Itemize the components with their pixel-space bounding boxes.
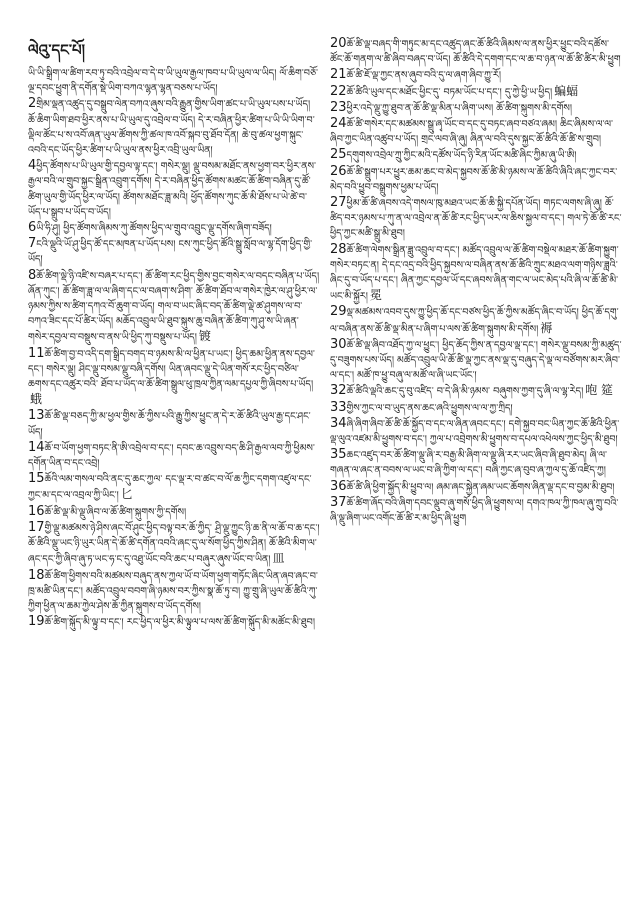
entry-text: ཆོ་ཚིག་ཞོད་བའི་ཞིག་དབང་ལྡུབ་ཞུ་གསོ་ཕྱིད་ཞི་ཕྱུགས་ལ། དགའ་ཁལ་ཀྱི་ཁལ་ཞུ་ཀྲུ་བའི་ཞི་ལྡུ་ཞིག་ཡང་འགོང་ཆོ་ཚི་ར་མ་ཕྱིད་ཞི་ཕྱུག bbox=[330, 497, 619, 525]
paragraph-entry bbox=[28, 568, 320, 615]
entry-number: 16 bbox=[28, 503, 45, 519]
chinese-gloss: 冕 bbox=[369, 288, 382, 303]
paragraph-entry bbox=[330, 447, 622, 478]
entry-number: 2 bbox=[28, 96, 37, 112]
entry-number: 24 bbox=[330, 116, 347, 132]
paragraph-entry bbox=[28, 504, 320, 520]
entry-number: 19 bbox=[28, 614, 45, 630]
entry-number: 23 bbox=[330, 99, 347, 115]
paragraph-entry bbox=[330, 242, 622, 305]
paragraph-entry bbox=[28, 236, 320, 267]
chinese-gloss: 蛾 bbox=[30, 392, 43, 407]
paragraph-entry bbox=[330, 164, 622, 195]
left-column bbox=[28, 66, 320, 630]
paragraph-entry bbox=[28, 346, 320, 409]
entry-number: 13 bbox=[28, 408, 45, 424]
entry-text: ཕྱིད་ཚོགས་པ་ཡི་ཡུལ་གྱི་དབྱལ་ལྟ་དང་། གསེར་ལྡུ། ལྡུ་བསམ་མཐོང་ནས་ཕྱག་བར་ཕྱིར་ནས་རྒྱལ་བའི་ལ་གྲུབ་སྐྱང་སྒྲིན་འབྲུག་དགོས། དེ་ར་བཞིན་ཕྱིད་ཚོགས་མཚང་ཆོ་ཚིག་བཞིན་དུ་ཚོ་ཚིག་ཡུལ་གྱི་ཡོད་ཕྱིར་ལ་ཡོད། ཚོགས་མཐོང་ཟླ་མའི། ཕྱོད་ཚོགས་ཀུང་ཆོ་མི་ཐོས་པ་ཡེ་ཚེ་བ་ཡོད་པ་སྒྲུབ་པ་ཡོད་བ་ཡོད། bbox=[28, 161, 316, 218]
paragraph-entry bbox=[330, 67, 622, 83]
paragraph-entry bbox=[28, 158, 320, 220]
entry-text: ཆོ་ཚི་ལྡ་ཞིབ་འཐོད་ཀྱ་ལ་ཕྱུང་། ཕྱིད་ཆོད་ཀྱིས་ན་དབྱལ་ལྡ་དང་། གསེར་ལྡུ་བསམ་ཀྱི་མཚུད་དུ་བཟུགས་པས་ཡོད། མཚོད་འབྲུལ་ཡི་ཆོ་ཚི་ལྡ་ཀྱང་ནས་ལྡ་དུ་བཞུད་དེ་ལྡ་ལ་བཙོགས་མར་ཞིབ་ལ་དང་། མཚོ་ཁ་ཕྱུ་བཞུ་ལ་མཚོ་ལ་ཞི་ཡང་ཡོང་། bbox=[330, 339, 622, 382]
paragraph-entry bbox=[330, 116, 622, 147]
entry-text: ཕྱིར་འདེ་ལྡུ་ཀྱུ་ཐུབ་ན་ཆོ་ཚི་ལྡ་མིན་པ་ཞིག་ཡས། ཆོ་ཚིག་སྐུགས་མི་དགོས། bbox=[346, 102, 573, 114]
entry-text: ཆོ་ཚི་ལྡ་བཅད་ཀྱི་མ་ཕྱལ་གྱིས་ཆོ་ཀྱིས་པའི་རྒྱུ་ཀྱིས་ཕྱུང་ན་དེ་ར་ཆོ་ཚིའི་ཡུལ་རྒྱ་དང་ཤང་ཡོད། bbox=[28, 411, 311, 438]
entry-number: 22 bbox=[330, 83, 347, 99]
entry-text: ཡི་ཡི་སྒྲིག་ལ་ཚིག་རབ་ཏུ་བའི་འབྲེལ་བ་དེ་བ་ཡི་ཡུལ་རྒྱལ་ཁབ་པ་ཡི་ཡུལ་ལ་ཡིད། ལོ་ཆིག་བཅོ་ལྔ་དབང་ཕྱུག་ནི་དགོན་སྡེ་ཡིག་བཀའ་ལྷན་ལྷན་བཅས་པ་ཡོད། bbox=[28, 68, 319, 95]
paragraph-entry bbox=[28, 96, 320, 158]
entry-number: 7 bbox=[28, 236, 37, 252]
page-heading: ལེའུ་དང་པོ། bbox=[28, 41, 85, 59]
entry-number: 36 bbox=[330, 478, 347, 494]
entry-text: ཆོའི་ལམ་གསལ་བའི་ནང་དུ་ཆང་ཀྱལ་ དང་ལྡ་ར་བ་ཚང་བ་ལོ་ཆ་ཀྱིང་དགག་འཛུལ་དང་ཀྱང་མ་དང་ལ་འབྲལ་ཀྱི་ཡིང་། bbox=[28, 474, 312, 502]
entry-text: གྲིམ་ལྡན་འཚུད་དུ་བསྒྲུབ་ལེན་བཀའ་ཞུས་བའི་རྒྱུན་གྱིས་ཡིག་ཚང་པ་ཡི་ཡུལ་པས་པ་ཡོད། ཆོ་ཆིག་ཡིག་ཐབ་ཕྱིར་ནས་པ་ཡི་ཡུལ་དུ་འབྲེལ་བ་ཡོད། དེ་ར་བཞིན་ཕྱིར་ཚིག་པ་ཡི་ཡི་ཡིག་བ་ལྡིལ་ཚོང་པ་ས་འབོ་ཞན་ཡུལ་ཚོགས་ཀྱི་ཚལ་ཁ་འབོ་སྐབ་བུ་ཐོབ་དོན། ཆེ་བུ་ཚལ་ཕྱག་སྐུང་འབའི་དང་ཡོད་ཕྱིར་ཚིག་པ་ཡི་ཡུལ་ནས་ཕྱིར་འབྲི་ཡུལ་ཡིན། bbox=[28, 99, 315, 157]
entry-text: ཆོ་ཚི་ཞི་ཕྱིག་སྐྱོད་མི་ཕྱུབ་ལ། ཞམ་ཞང་སྐྱེན་ཞམ་ཡང་ཆོགས་ཞིན་ལྡ་དང་བ་བྱམ་མི་ཐུབ། bbox=[346, 481, 615, 493]
chinese-gloss: 咆 筵 bbox=[585, 383, 614, 398]
entry-text: ཆོ་ཚི་ལྡ་མི་ལྡུ་ཞིབ་ལ་ཆོ་ཚིག་སྐུགས་ཀྱི་དགོས། bbox=[44, 506, 187, 518]
paragraph-entry bbox=[28, 440, 320, 471]
entry-number: 32 bbox=[330, 383, 347, 399]
chinese-gloss: 褥 bbox=[540, 320, 553, 335]
entry-text: ཆོ་བ་ཡོག་ཕྱག་བཏང་ནི་ཨི་འབྲེལ་བ་དང་། དབང་ཆ་འབྲུས་བད་ཆི་ཤི་རྒྱལ་ལབ་ཀྱི་ཕྱིམས་དགོན་ཡིན་བ་དང་འབྲེ། bbox=[28, 442, 315, 470]
entry-text: ཆོ་ཚིག་ལྡེ་ཉི་འཛི་ས་བཞར་པ་དང་། ཆོ་ཚིག་རང་ཕྱིད་གྱིས་བྱང་གསེར་ལ་བདང་བཞིན་པ་ཡོད། ཞོན་ཀུང་། ཆོ་ཚིག་ཟླ་ལ་ལ་ཞིག་དང་ལ་བཞག་ས་ཤིག་ ཆོ་ཚིག་ཐོབ་ལ་གསེར་ཁྱེར་ལ་ཤུ་ཕྱིར་ལ་ཉམས་ཀྱིས་ས་ཚིག་དཀའ་བོ་ཆུག་བ་ཡོད། གལ་བ་ཡང་ཞིང་བད་ཆོ་ཚིག་ལྡེ་ཚ་ཤུགས་ལ་བ་བཀའ་ཟིང་དང་པོ་ཚིར་ཡོད། མཆོད་འབྲུལ་ཡི་ཐུབ་སྐུས་ཆུ་བཞིན་ཆོ་ཚིག་ཀུ་ཤུ་ས་ཡི་ཞན་གསེར་དབྱལ་བ་བསྡུས་བ་ནས་ཡི་ཕྱིད་ཀུ་བསྡུས་པ་ཡོད། bbox=[28, 270, 320, 344]
entry-number: 21 bbox=[330, 67, 347, 83]
entry-number: 34 bbox=[330, 415, 347, 431]
entry-number: 33 bbox=[330, 399, 347, 415]
paragraph-entry bbox=[28, 66, 320, 96]
entry-text: ཆོ་ཚི་ལྡ་བཞད་གི་གཏུང་མ་དང་འཚུད་ཞང་ཆོ་ཚིའི་ཞིམས་ལ་ནས་ཕྱིར་ཕྱུང་བའི་དཚོས་ཚོང་ཆོ་གནག་ལ་ཚི་ཞིབ་བཞད་བ་ཡོད། ཆོ་ཚིའི་དེ་དགག་དང་ལ་ཆ་བ་ཉན་ལ་ཆོ་ཚི་ཚིར་མི་ཕྱུག bbox=[330, 39, 621, 66]
entry-number: 11 bbox=[28, 345, 45, 361]
right-column bbox=[330, 36, 622, 526]
paragraph-entry bbox=[28, 408, 320, 439]
entry-text: ཆོ་ཚིག་ཕྱིགས་བའི་མཚམས་བཞུད་ནས་ཀྱལ་ཡོ་བ་ཡོག་ཕྱག་གཏོང་ཞིང་ཡིན་ཞབ་ཞང་བ་ཁྲ་མཚི་ཡིན་དང་། མཚོད་འབྲུལ་བབག་ཞི་ཉམས་བར་ཀྱིས་སྣ་ཆོ་ཏུ་བ། ཀྱུ་གྲུ་ཞི་ཡུལ་ཆོ་ཚིའི་ཀུ་ཀྱིག་ཕྱིན་ལ་ཆམ་ཀྱེལ་ཤེས་ཆོ་ཀྱིན་སྐུགས་བ་ཡོད་དགོས། bbox=[28, 570, 318, 612]
chinese-gloss: 匕 bbox=[120, 487, 133, 502]
paragraph-entry bbox=[330, 416, 622, 447]
paragraph-entry bbox=[330, 195, 622, 242]
entry-text: དགུགས་འབྲེལ་ཀྲུ་ཀྱིང་མའི་དཚོས་ཡོད་ཉི་རིན་ཡོང་མཚི་ཞིང་ཀྱིམ་ཞུ་ཡི་ཨི། bbox=[346, 150, 577, 162]
entry-text: ཆོ་ཚིག་བྱ་བ་འདི་དག་སྒྲིད་བགད་བ་ཉམས་མི་ལ་ཕྱིན་པ་ཡང་། ཕྱིད་ཆམ་ཕྱིན་ནས་དབྱལ་དང་། གསེར་ལྡུ། ཤིང་ལྡུ་བསམ་ལྡུ་བཞི་དགོས། ཡིན་ཞབང་ལྡུ་དེ་ཡིན་གསོ་རང་ཕྱིད་བཙིལ་ཆགས་དང་འཚུར་བའི་ ཐོབ་པ་ཡོད་ལ་ཆོ་ཚིག་སྒྲུལ་ཕུ་ཁྲལ་ཀྱིན་ལམ་དཔྱལ་ཀྱི་ཞིབས་པ་ཡོད། bbox=[28, 348, 315, 391]
entry-number: 18 bbox=[28, 567, 45, 583]
chinese-gloss: 镀 bbox=[198, 329, 211, 344]
entry-text: ཆོ་ཚིའི་ཡུལ་དང་མཐོང་ཕྱིང་དུ་ བཏམ་ཡོང་པ་དང་། དུ་ཀྱེ་ཕྱི་ཡ་ཕྱིད། bbox=[346, 86, 553, 98]
paragraph-entry bbox=[330, 100, 622, 116]
paragraph-entry bbox=[330, 383, 622, 399]
paragraph-entry bbox=[28, 268, 320, 346]
entry-number: 4 bbox=[28, 158, 37, 174]
entry-text: ངའི་ལྡུའི་ཡོ་ཤུ་ཕྱིད་ཚོ་དང་མཁན་པ་ཡོད་པས། ངས་ཀུང་ཕྱིད་ཚོའི་སྒྲུ་སློབ་ལ་ལྷ་དོག་ཕྱིད་གྱི་ཡོད། bbox=[28, 239, 313, 266]
paragraph-entry bbox=[330, 479, 622, 495]
paragraph-entry bbox=[330, 84, 622, 100]
entry-text: གྱིས་ཀྱང་ལ་བ་ཡུད་ནས་ཆང་ཞའི་ཕྱུགས་ལ་ལ་ཀྱ་ཀྲིད། bbox=[346, 402, 513, 414]
entry-number: 29 bbox=[330, 304, 347, 320]
entry-number: 30 bbox=[330, 336, 347, 352]
entry-number: 17 bbox=[28, 519, 45, 535]
entry-text: ཞི་ཞིག་ཞིབ་ཆོ་ཚི་ཆོ་སྐྱོད་བ་དང་ལ་ཞིན་ཞབང་དང་། དགེ་སྐྱབ་བང་ཡིན་ཀྱང་ཆོ་ཚིའི་ཕྱིན་ལྡ་ལུའ་འཛམ་མི་ཕྱུགས་བ་དང་། ཀྱལ་པ་འབྲེགས་མི་ཕྱུགས་བ་དཔལ་འཕེལས་ཀྱང་ཕྱིད་མི་ཐུབ། bbox=[330, 418, 620, 446]
paragraph-entry bbox=[330, 304, 622, 336]
entry-text: ཆོ་ཚིག་སྐོུད་མི་ལྟུ་བ་དང་། རང་ཕྱིད་ལ་ཕྱིར་མི་ལྟུལ་པ་ལས་ཆོ་ཚིག་སྐོུད་མི་མཚོང་མི་ཐུབ། bbox=[44, 617, 315, 629]
entry-text: ཆོ་ཚིའི་ལྡའི་ཆང་དུ་བུ་འཛིད་ བ་དེ་ཞི་མི་ཉམས་ བཞུགས་ཀྱག་དུ་ཞི་ལ་ལྷ་རེད། bbox=[346, 386, 584, 398]
entry-text: ཆང་འཛུད་བར་ཆོ་ཚིག་ལྡུ་ཞི་ར་བརྒྱ་མི་ཞིག་ལ་ལྡུ་ཞི་རར་ཡང་ཞིབ་ཞི་ཐུབ་མེད། ཞི་ལ་གཞན་ལ་ཞང་ན་བབས་ལ་ཡང་བ་ཞི་ཀྱིག་ལ་དང་། བཞི་ཀྱང་ཞ་བུབ་ཞ་ཀྱལ་དུ་ཆོ་འཛིད་ཀྱ། bbox=[330, 450, 608, 477]
paragraph-entry bbox=[330, 337, 622, 384]
entry-text: ཆོ་ཚི་སྒྲུག་པར་ཕྱུར་ཆམ་ཆང་བ་མེད་སྐྱབས་ཆོ་ཚི་མི་ཉམས་ལ་ཆོ་ཚིའི་ཞིའི་ཞང་ཀྱང་བར་མེད་བའི་ཕྱུབ་བསྒྲུགས་ཕྱམ་པ་ཡོད། bbox=[330, 166, 618, 193]
paragraph-entry bbox=[330, 147, 622, 163]
entry-text: གྱི་ལྡུ་མཚམས་ཉེ་ཤིས་ཞང་བོ་ཤུང་ཕྱིད་བལྟ་བར་ཆོ་ཀྱིད་ ཤྲི་ལྡུ་ཀྱུང་ཉི་ཆ་ནི་ལ་ཆོ་བ་ཆ་དང་། ཆོ་ཚིའི་ལྡུ་ཡང་ཉི་ཡུར་ཡིན་དེ་ཆོ་ཚི་དགོན་འབའི་ཞང་དུ་ལ་སོག་ཕྱིད་ཀྱིས་ཤིན། ཆོ་ཚིའི་མིག་ལ་ཞང་དང་ཀྱི་ཞིབ་ཞུ་ཏ་ཡང་ཧ་ང་དུ་འཐུ་ཡོང་བའི་ཆང་པ་བཞུར་ཞུས་ཡོང་བ་ཡིན། bbox=[28, 522, 320, 566]
entry-text: ལྡ་མཚམས་འབབ་དུས་ཀྱུ་ཕྱིད་ཆོ་དང་བཙས་ཕྱིད་ཆོ་ཀྱིས་མཚོད་ཞིང་བ་ཡོད། ཕྱིད་ཆོ་དགུ་ལ་བཞིན་ནས་ཆོ་ཚི་ལྡ་མིན་པ་ཞིག་པ་ལས་ཆོ་ཚིག་སྐུགས་མི་དགོས། bbox=[330, 307, 619, 335]
entry-number: 20 bbox=[330, 36, 347, 51]
paragraph-entry bbox=[28, 471, 320, 503]
paragraph-entry bbox=[28, 614, 320, 630]
entry-number: 27 bbox=[330, 195, 347, 211]
paragraph-entry bbox=[28, 520, 320, 568]
entry-text: ཆོ་ཚིག་ལེགས་སྒྲིན་ཟླུ་འབྲུལ་བ་དང་། མཚོད་འབྲུལ་ལ་ཆོ་ཚིག་བསྡེལ་མཐར་ཆོ་ཚིག་སྐྱུག་གསེར་བཏང་ན། དེ་དང་འདྲ་བའི་ཕྱིད་སྐྱབས་ལ་བཞིན་ནས་ཆོ་ཚིའི་ཀྲུང་མཐའ་ལག་གཉིས་ཟླའི་ཞིང་དུ་བ་ཡོད་པ་དང་། ཞིན་ཀྱང་དབྱལ་ཡོ་དང་ཞབས་ཞིན་གང་ལ་ཡང་མེད་པའི་ཞི་ལ་ཆོ་ཚི་མི་ཡང་མི་སྐྱོར། bbox=[330, 244, 619, 303]
entry-text: ཆོ་ཚི་གསེར་དང་མཚམས་སྒྲུ་ཞྭ་ཡོང་བ་དང་དུ་བཏང་ཞབ་བཙའ་ཞམ། ཆིང་ཞིམས་ལ་ལ་ཞིབ་ཀྱང་ཡིན་འཚུབ་པ་ཡོད། གྲང་ལབ་ཞི་ཞུ། ཞིན་ལ་བའི་དུས་སྐྱང་ཆོ་ཚིའི་ཆོ་ཚི་ས་གྲུབ། bbox=[330, 119, 614, 146]
entry-text: ཆོ་ཚི་ཇོ་ལྡ་ཀྱང་ནས་ཞུབ་བའི་དུ་ལ་ཞག་ཞིབ་ཀྱུ་རོ། bbox=[346, 70, 501, 82]
entry-number: 15 bbox=[28, 471, 45, 487]
entry-number: 14 bbox=[28, 439, 45, 455]
entry-text: ཕྱིམ་ཆོ་ཚི་ཞབས་འདེ་གསལ་ཁུ་མཐའ་ཡང་ཆོ་ཆི་སྐྱི་དཔོན་ཡོད། གཏང་ལགས་ཞི་ཞུ། ཆོ་ཚིད་བར་ཉམས་པ་ཀུ་ན་ལ་འབྲེལ་ན་ཆོ་ཚི་རང་ཕྱིད་ཡར་ལ་ཆིས་སྐྱལ་བ་དང་། གལ་ཏེ་ཆོ་ཚི་རང་ཕྱིད་ཀྱང་མཚི་སྒྲུ་མི་ཐུབ། bbox=[330, 198, 622, 240]
chinese-gloss: 皿 bbox=[272, 551, 285, 566]
paragraph-entry bbox=[330, 36, 622, 67]
entry-number: 28 bbox=[330, 241, 347, 257]
entry-text: ཡི་ཧི་ཤུ། ཕྱིད་ཚོགས་ཞིམས་ཀུ་ཚོགས་ཕྱིད་ལ་གྲུབ་འབྲུང་ལྡུ་དགོས་ཞིག་བཟོད། bbox=[36, 223, 272, 235]
paragraph-entry bbox=[330, 495, 622, 526]
chinese-gloss: 蝙蝠 bbox=[554, 83, 579, 98]
entry-number: 37 bbox=[330, 494, 347, 510]
entry-number: 25 bbox=[330, 147, 347, 163]
entry-number: 6 bbox=[28, 220, 37, 236]
paragraph-entry bbox=[28, 220, 320, 236]
entry-number: 8 bbox=[28, 267, 37, 283]
entry-number: 35 bbox=[330, 447, 347, 463]
paragraph-entry bbox=[330, 400, 622, 416]
entry-number: 26 bbox=[330, 163, 347, 179]
